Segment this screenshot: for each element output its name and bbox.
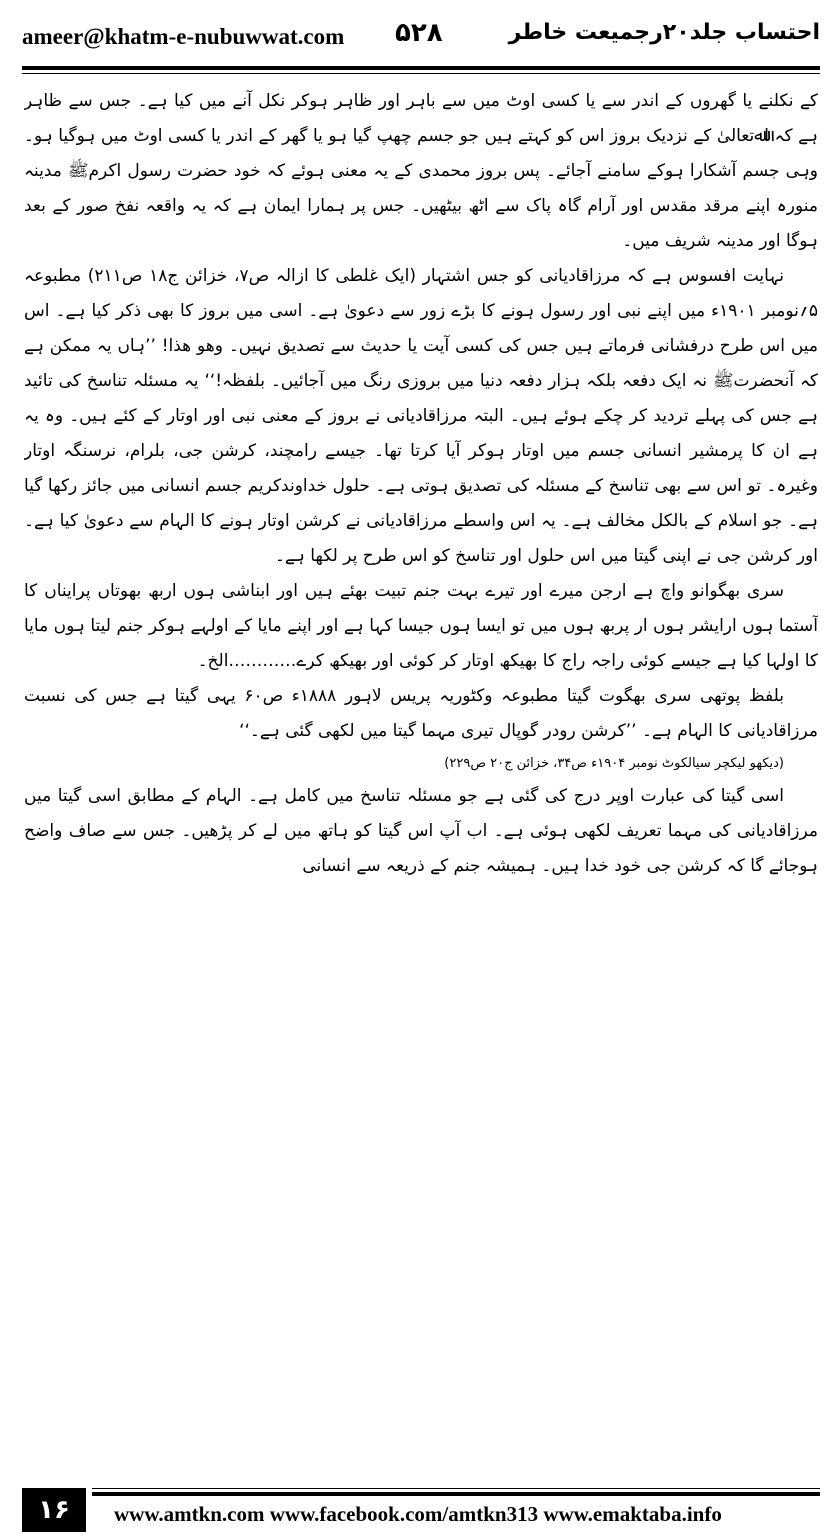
header-email: ameer@khatm-e-nubuwwat.com — [22, 24, 345, 49]
body-paragraph-4: بلفظ پوتھی سری بھگوت گیتا مطبوعہ وکٹوریہ پریس لاہور ۱۸۸۸ء ص۶۰ یہی گیتا ہے جس کی نسبت مرزاقادیانی کا الہام ہے۔ ’’کرشن رودر گوپال تیری مہما گیتا میں لکھی گئی ہے۔‘‘ — [24, 686, 818, 741]
header-book-title: احتساب جلد۲۰رجمیعت خاطر — [508, 20, 820, 45]
footer-website-links: www.amtkn.com www.facebook.com/amtkn313 www.emaktaba.info — [114, 1502, 722, 1526]
body-paragraph-1: کے نکلنے یا گھروں کے اندر سے یا کسی اوٹ میں سے باہر اور ظاہر ہوکر نکل آنے میں کیا ہے۔ جس سے ظاہر ہے کہ اﷲتعالیٰ کے نزدیک بروز اس کو کہتے ہیں جو جسم چھپ گیا ہو یا گھر کے اندر یا کسی اوٹ میں ہوگیا ہو۔ وہی جسم آشکارا ہوکے سامنے آجائے۔ پس بروز محمدی کے یہ معنی ہوئے کہ خود حضرت رسول اکرمﷺ مدینہ منورہ اپنے مرقد مقدس اور آرام گاہ پاک سے اٹھ بیٹھیں۔ جس پر ہمارا ایمان ہے کہ یہ واقعہ نفخ صور کے بعد ہوگا اور مدینہ شریف میں۔ — [24, 91, 818, 251]
footer-rule-thin — [92, 1488, 820, 1489]
body-paragraph-5: اسی گیتا کی عبارت اوپر درج کی گئی ہے جو مسئلہ تناسخ میں کامل ہے۔ الہام کے مطابق اسی گیتا میں مرزاقادیانی کی مہما تعریف لکھی ہوئی ہے۔ اب آپ اس گیتا کو ہاتھ میں لے کر پڑھیں۔ جس سے صاف واضح ہوجائے گا کہ کرشن جی خود خدا ہیں۔ ہمیشہ جنم کے ذریعہ سے انسانی — [24, 786, 818, 876]
header-rule-thin — [22, 73, 820, 74]
body-paragraph-2: نہایت افسوس ہے کہ مرزاقادیانی کو جس اشتہار (ایک غلطی کا ازالہ ص۷، خزائن ج۱۸ ص۲۱۱) مطبوعہ ۵؍نومبر ۱۹۰۱ء میں اپنے نبی اور رسول ہونے کا بڑے زور سے دعویٰ ہے۔ اسی میں بروز کا بھی ذکر کیا ہے۔ اس میں اس طرح درفشانی فرماتے ہیں جس کی کسی آیت یا حدیث سے تصدیق نہیں۔ وھو ھذا! ’’ہاں یہ ممکن ہے کہ آنحضرتﷺ نہ ایک دفعہ بلکہ ہزار دفعہ دنیا میں بروزی رنگ میں آجائیں۔ بلفظہ!‘‘ یہ مسئلہ تناسخ کی تائید ہے جس کی پہلے تردید کر چکے ہوئے ہیں۔ البتہ مرزاقادیانی نے بروز کے معنی نبی اور اوتار کے کئے ہیں۔ وہ یہ ہے ان کا پرمشیر انسانی جسم میں اوتار ہوکر آیا کرتا تھا۔ جیسے رامچند، کرشن جی، بلرام، نرسنگہ اوتار وغیرہ۔ تو اس سے بھی تناسخ کے مسئلہ کی تصدیق ہوتی ہے۔ حلول خداوندکریم جسم انسانی میں جائز رکھا گیا ہے۔ جو اسلام کے بالکل مخالف ہے۔ یہ اس واسطے مرزاقادیانی نے کرشن اوتار ہونے کا الہام سے دعویٰ کیا ہے۔ اور کرشن جی نے اپنی گیتا میں اس حلول اور تناسخ کو اس طرح پر لکھا ہے۔ — [24, 266, 818, 566]
page-body — [24, 84, 818, 1464]
header-page-number: ۵۲۸ — [395, 18, 443, 48]
page-footer — [22, 1488, 820, 1532]
body-paragraph-3-quote: سری بھگوانو واچ ہے ارجن میرے اور تیرے بہت جنم تبیت بھئے ہیں اور ابناشی ہوں اربھ بھوتاں پرایناں کا آستما ہوں ارایشر ہوں ار پربھ ہوں میں تو ایسا ہوں جیسا کہا ہے اور اپنے مایا کے اولہے ہوکر جنم لیتا ہوں مایا کا اولہا کیا ہے جیسے کوئی راجہ راج کا بھیکھ اوتار کر کوئی اور بھیکھ کرے…………الخ۔ — [24, 581, 818, 671]
header-rule-thick — [22, 66, 820, 70]
body-citation: (دیکھو لیکچر سیالکوٹ نومبر ۱۹۰۴ء ص۳۴، خزائن ج۲۰ ص۲۲۹) — [444, 756, 784, 771]
footer-rule-thick — [92, 1492, 820, 1496]
page-header — [22, 14, 820, 64]
footer-page-number: ۱۶ — [22, 1488, 86, 1532]
